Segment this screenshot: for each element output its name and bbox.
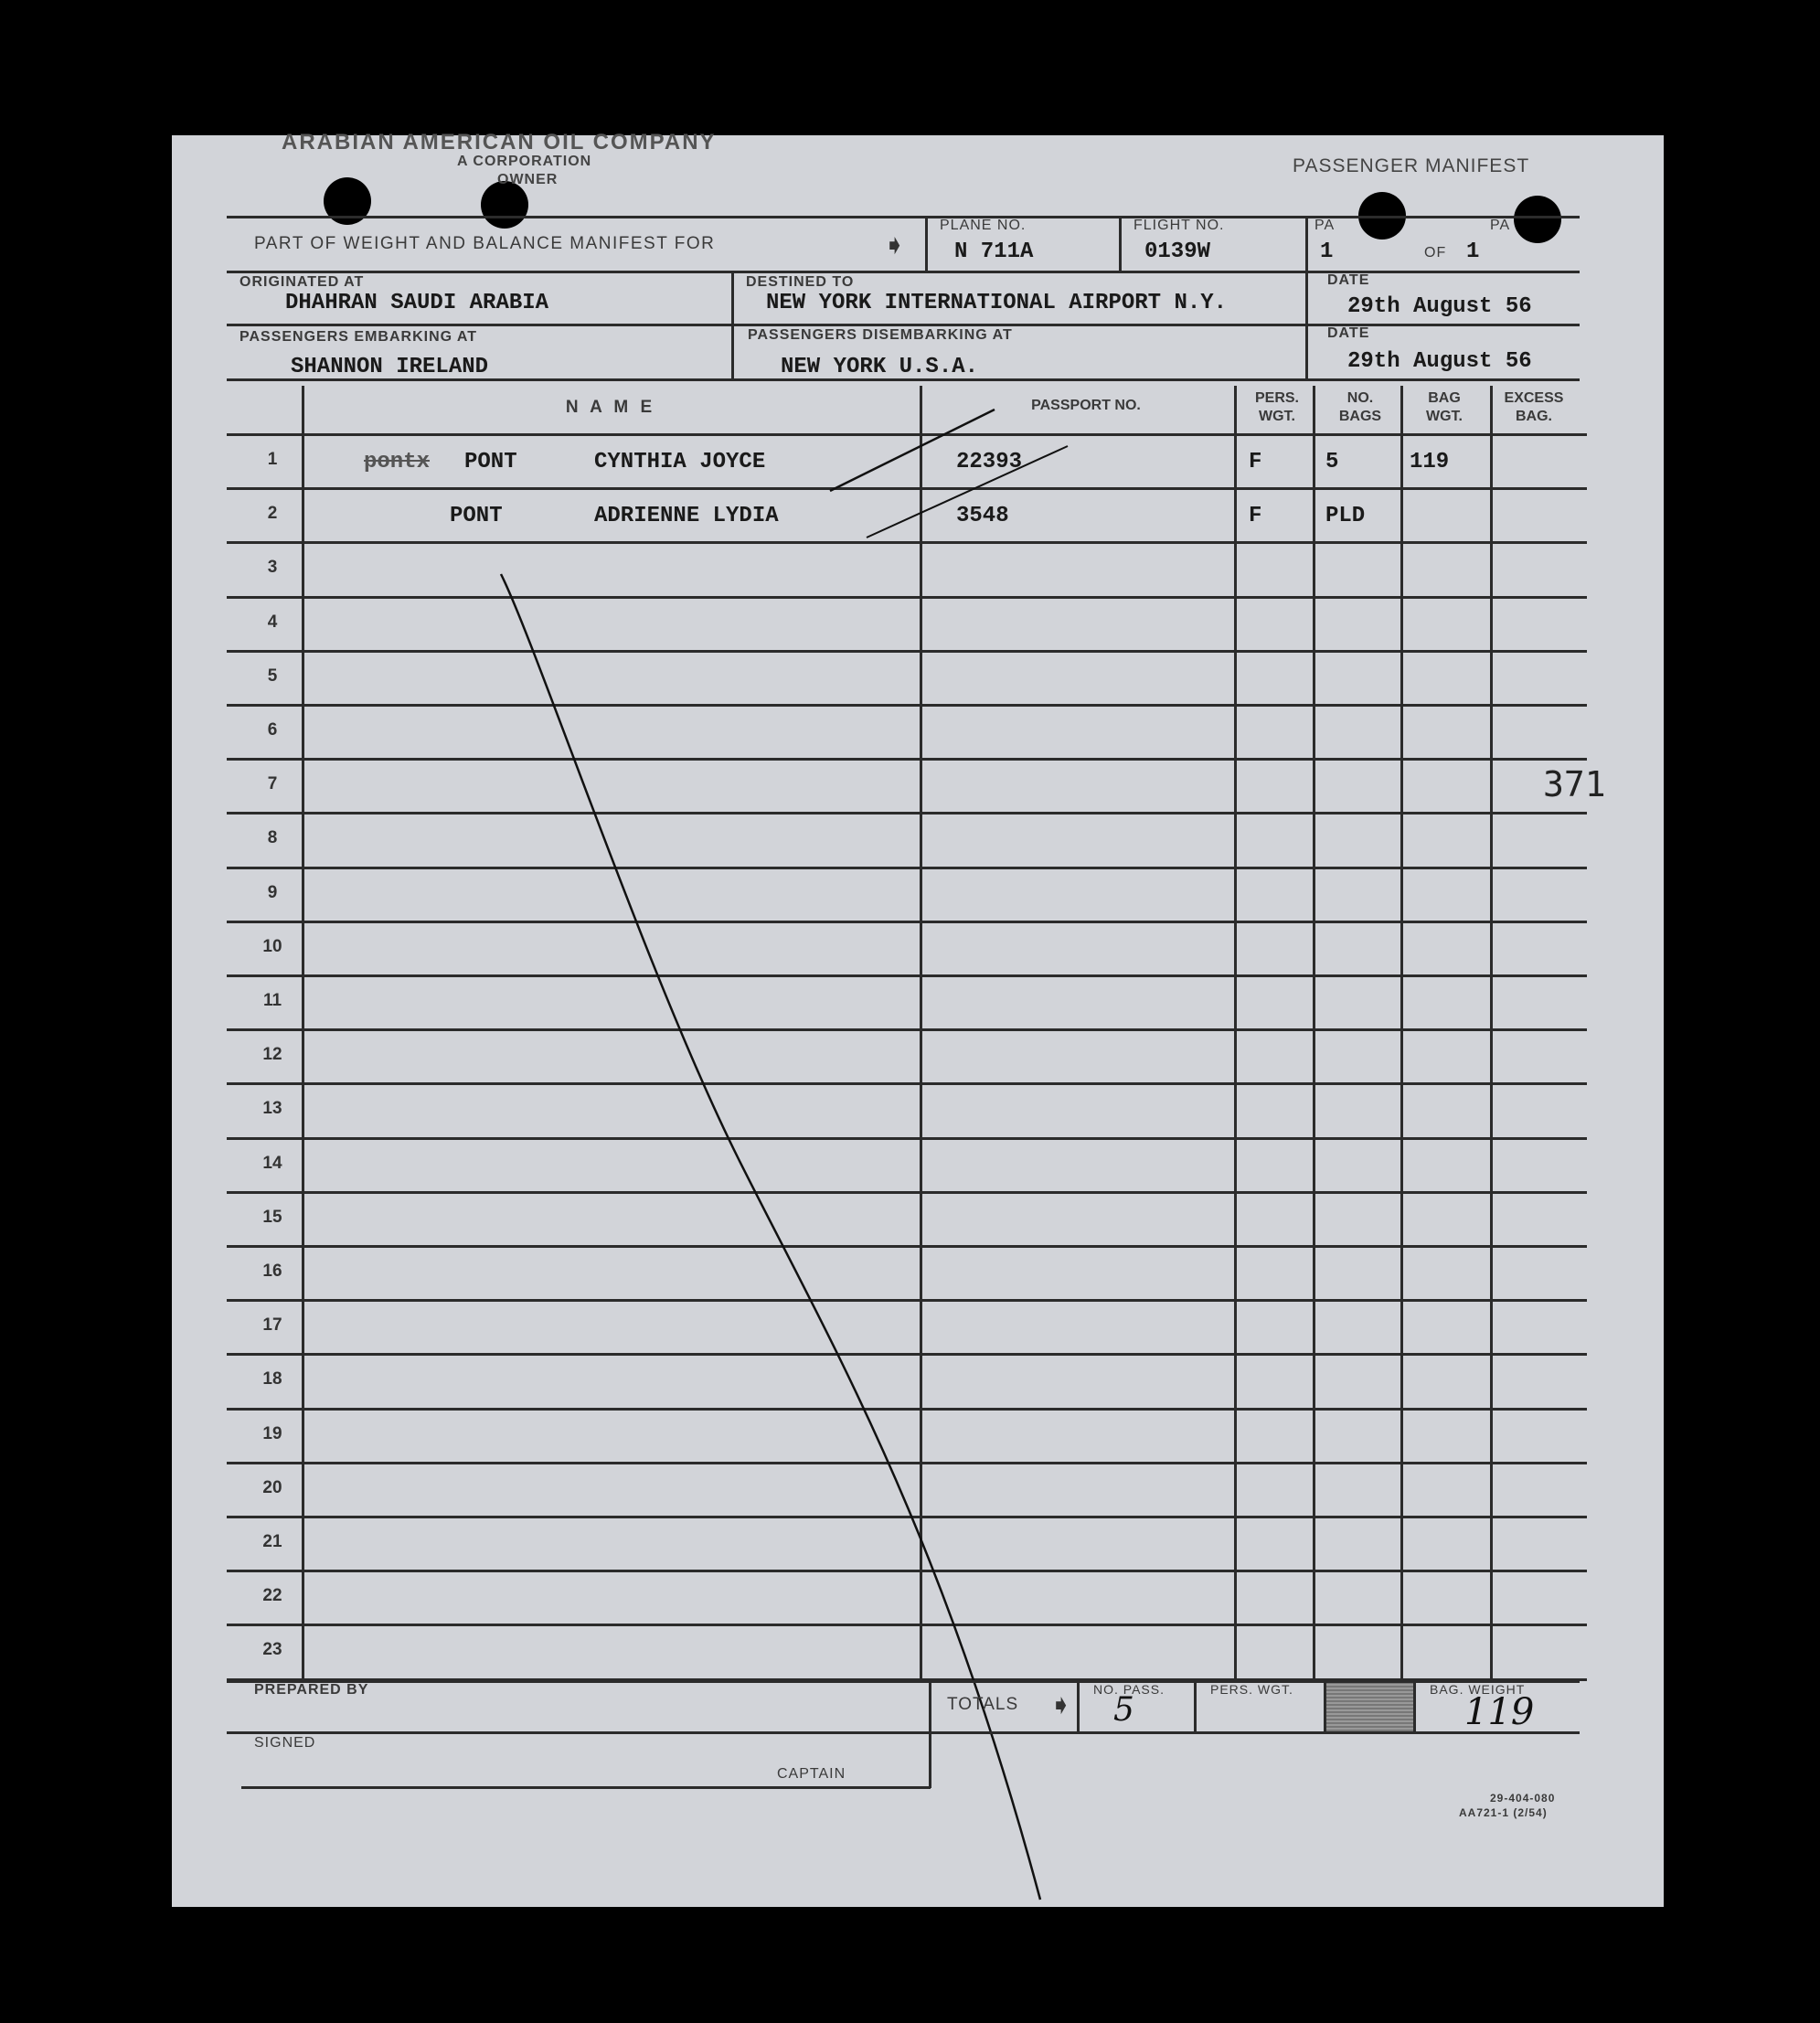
form-number-1: 29-404-080: [1490, 1792, 1556, 1805]
passenger-surname: PONT: [450, 504, 503, 529]
row-number: 6: [267, 720, 278, 740]
row-number: 3: [267, 558, 278, 578]
row-number: 20: [262, 1477, 282, 1497]
originated-label: ORIGINATED AT: [239, 274, 365, 290]
disembark-label: PASSENGERS DISEMBARKING AT: [748, 327, 1013, 343]
flight-no-label: FLIGHT NO.: [1134, 218, 1225, 233]
pers-wgt-header-2: WGT.: [1259, 409, 1295, 424]
arrow-icon: ➧: [883, 230, 907, 261]
row-number: 22: [262, 1586, 282, 1606]
bag-wgt-header-2: WGT.: [1426, 409, 1463, 424]
row-number: 21: [262, 1532, 282, 1551]
page-total-value: 1: [1466, 240, 1480, 264]
row-number: 11: [262, 991, 282, 1010]
name-header: N A M E: [565, 398, 656, 417]
prepared-by-label: PREPARED BY: [254, 1682, 369, 1698]
row-number: 2: [267, 504, 278, 524]
row-number: 18: [262, 1369, 282, 1389]
rule: [241, 1786, 931, 1789]
arrow-icon: ➧: [1049, 1690, 1073, 1720]
destined-value: NEW YORK INTERNATIONAL AIRPORT N.Y.: [766, 291, 1228, 315]
document-title: PASSENGER MANIFEST: [1293, 155, 1530, 176]
passenger-surname: PONT: [464, 450, 517, 474]
page-label-right: PA: [1490, 218, 1511, 233]
excess-header-1: EXCESS: [1504, 390, 1564, 406]
personal-weight: F: [1249, 504, 1262, 529]
passport-number: 3548: [956, 504, 1009, 529]
no-pass-value: 5: [1113, 1691, 1134, 1729]
rule: [1194, 1680, 1197, 1733]
passenger-given-names: CYNTHIA JOYCE: [594, 450, 766, 474]
company-name: ARABIAN AMERICAN OIL COMPANY: [282, 130, 717, 154]
date2-value: 29th August 56: [1347, 349, 1532, 374]
captain-label: CAPTAIN: [777, 1766, 846, 1782]
number-of-bags: 5: [1325, 450, 1339, 474]
flight-no-value: 0139W: [1144, 240, 1211, 264]
date-label: DATE: [1327, 272, 1370, 288]
passenger-given-names: ADRIENNE LYDIA: [594, 504, 779, 529]
no-pass-label: NO. PASS.: [1093, 1682, 1165, 1697]
rule: [227, 1731, 1580, 1734]
embark-label: PASSENGERS EMBARKING AT: [239, 329, 478, 345]
rule: [1077, 1680, 1080, 1733]
company-owner: OWNER: [497, 172, 559, 187]
of-label: OF: [1424, 245, 1447, 261]
disembark-value: NEW YORK U.S.A.: [781, 355, 979, 379]
bag-weight-value: 119: [1464, 1691, 1535, 1733]
row-number: 4: [267, 612, 278, 632]
row-number: 23: [262, 1640, 282, 1660]
struck-text: pontx: [364, 450, 431, 474]
margin-number: 371: [1543, 764, 1606, 804]
row-number: 9: [267, 882, 278, 902]
manifest-for-label: PART OF WEIGHT AND BALANCE MANIFEST FOR: [254, 234, 716, 253]
embark-value: SHANNON IRELAND: [291, 355, 489, 379]
rule: [1413, 1680, 1416, 1733]
row-number: 10: [262, 936, 282, 956]
row-number: 16: [262, 1262, 282, 1281]
pers-wgt-header-1: PERS.: [1254, 390, 1299, 406]
plane-no-value: N 711A: [954, 240, 1034, 264]
pers-wgt-footer-label: PERS. WGT.: [1210, 1682, 1293, 1697]
row-number: 17: [262, 1315, 282, 1336]
personal-weight: F: [1249, 450, 1262, 474]
signed-label: SIGNED: [254, 1735, 316, 1751]
excess-header-2: BAG.: [1516, 409, 1552, 424]
manifest-sheet: [172, 130, 1664, 1907]
row-number: 1: [267, 450, 278, 469]
shaded-cell: [1326, 1683, 1413, 1731]
plane-no-label: PLANE NO.: [940, 218, 1027, 233]
bag-wgt-header-1: BAG: [1428, 390, 1461, 406]
row-number: 7: [267, 774, 278, 794]
page-no-value: 1: [1320, 240, 1334, 264]
row-number: 5: [267, 665, 278, 686]
row-number: 13: [262, 1099, 282, 1119]
company-corporation: A CORPORATION: [457, 154, 592, 169]
row-number: 12: [262, 1045, 282, 1065]
date2-label: DATE: [1327, 325, 1370, 341]
row-number: 15: [262, 1207, 282, 1227]
date-value: 29th August 56: [1347, 294, 1532, 319]
row-number: 14: [262, 1153, 282, 1173]
form-number-2: AA721-1 (2/54): [1459, 1806, 1548, 1819]
handwritten-strike-line: [172, 135, 1664, 1907]
no-bags-header-2: BAGS: [1338, 409, 1382, 424]
passport-header: PASSPORT NO.: [1031, 398, 1141, 413]
bag-weight: 119: [1410, 450, 1450, 474]
number-of-bags: PLD: [1325, 504, 1366, 529]
destined-label: DESTINED TO: [746, 274, 855, 290]
rule: [929, 1680, 931, 1788]
totals-label: TOTALS: [947, 1695, 1019, 1714]
row-number: 8: [267, 828, 278, 848]
originated-value: DHAHRAN SAUDI ARABIA: [285, 291, 549, 315]
page-label: PA: [1314, 218, 1336, 233]
row-number: 19: [262, 1423, 282, 1443]
no-bags-header-1: NO.: [1346, 390, 1374, 406]
bag-weight-footer-label: BAG. WEIGHT: [1430, 1682, 1526, 1697]
passport-number: 22393: [956, 450, 1023, 474]
